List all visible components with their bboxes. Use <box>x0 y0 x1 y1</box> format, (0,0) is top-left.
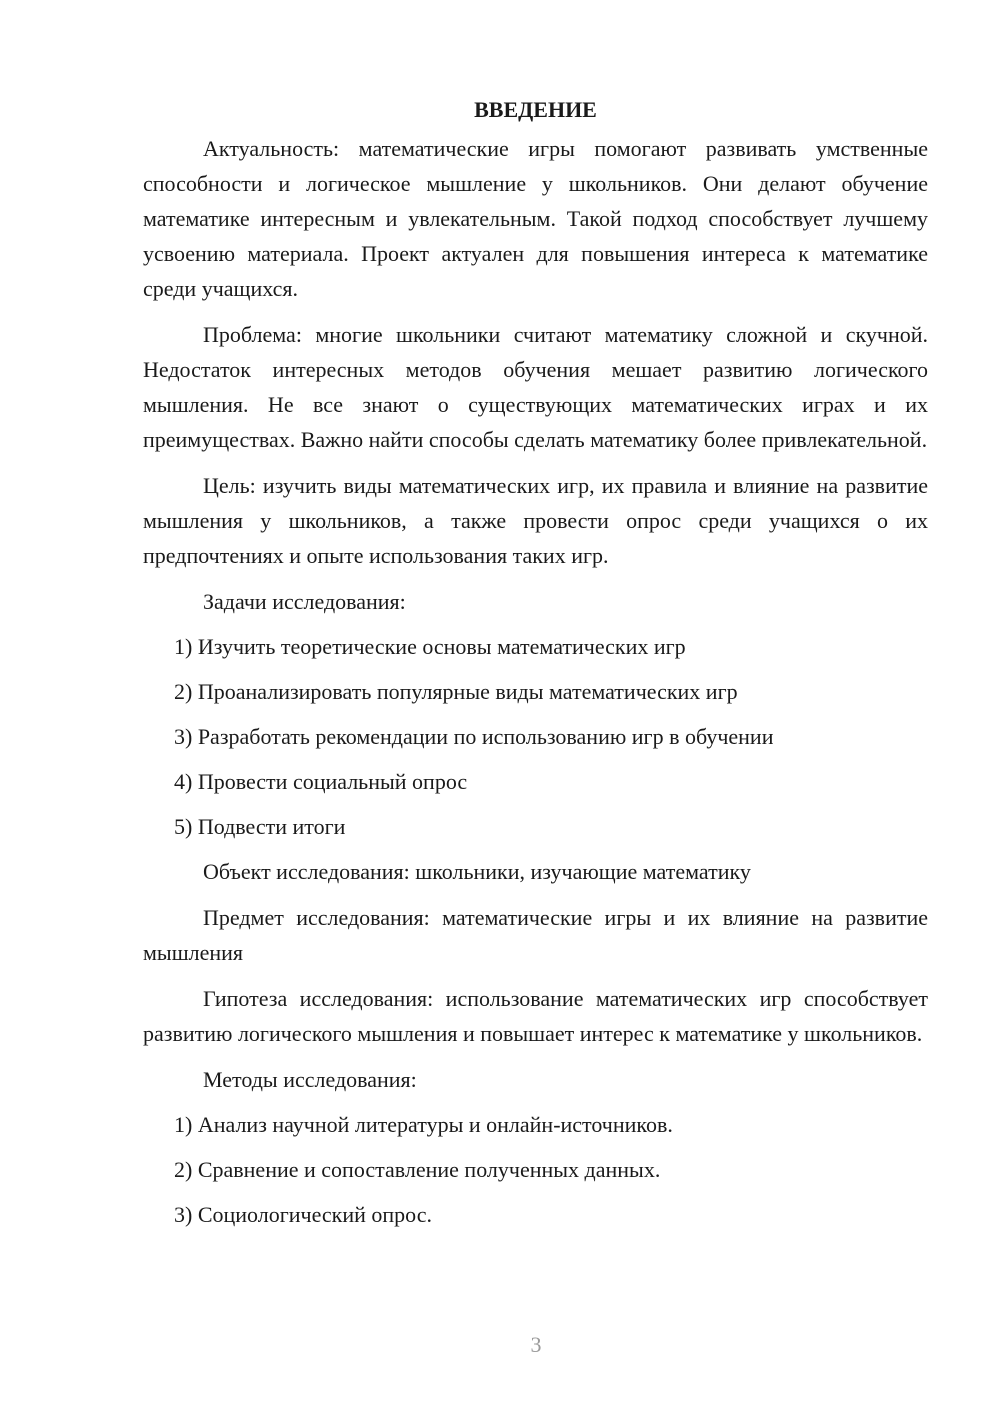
methods-label: Методы исследования: <box>203 1067 417 1092</box>
task-item: 4) Провести социальный опрос <box>174 769 468 794</box>
hypothesis-paragraph: Гипотеза исследования: использование математических игр способствует развитию логического мышления и повышает интерес к математике у школьников. <box>143 986 928 1046</box>
tasks-label: Задачи исследования: <box>203 589 406 614</box>
object-paragraph: Объект исследования: школьники, изучающие математику <box>203 859 751 884</box>
relevance-paragraph: Актуальность: математические игры помогают развивать умственные способности и логическое мышление у школьников. Они делают обучение математике интересным и увлекательным. Такой подход способствует лучшему усвоению материала. Проект актуален для повышения интереса к математике среди учащихся. <box>143 136 928 301</box>
document-page <box>143 92 928 1242</box>
task-item: 5) Подвести итоги <box>174 814 346 839</box>
method-item: 1) Анализ научной литературы и онлайн-источников. <box>174 1112 673 1137</box>
section-title: ВВЕДЕНИЕ <box>474 97 597 122</box>
task-item: 2) Проанализировать популярные виды математических игр <box>174 679 738 704</box>
method-item: 3) Социологический опрос. <box>174 1202 432 1227</box>
subject-paragraph: Предмет исследования: математические игры и их влияние на развитие мышления <box>143 905 928 965</box>
method-item: 2) Сравнение и сопоставление полученных данных. <box>174 1157 661 1182</box>
goal-paragraph: Цель: изучить виды математических игр, их правила и влияние на развитие мышления у школьников, а также провести опрос среди учащихся о их предпочтениях и опыте использования таких игр. <box>143 473 928 568</box>
methods-list <box>143 1107 928 1232</box>
task-item: 3) Разработать рекомендации по использованию игр в обучении <box>174 724 774 749</box>
tasks-list <box>143 629 928 844</box>
task-item: 1) Изучить теоретические основы математических игр <box>174 634 686 659</box>
page-number: 3 <box>530 1332 542 1357</box>
problem-paragraph: Проблема: многие школьники считают математику сложной и скучной. Недостаток интересных методов обучения мешает развитию логического мышления. Не все знают о существующих математических играх и их преимуществах. Важно найти способы сделать математику более привлекательной. <box>143 322 928 452</box>
